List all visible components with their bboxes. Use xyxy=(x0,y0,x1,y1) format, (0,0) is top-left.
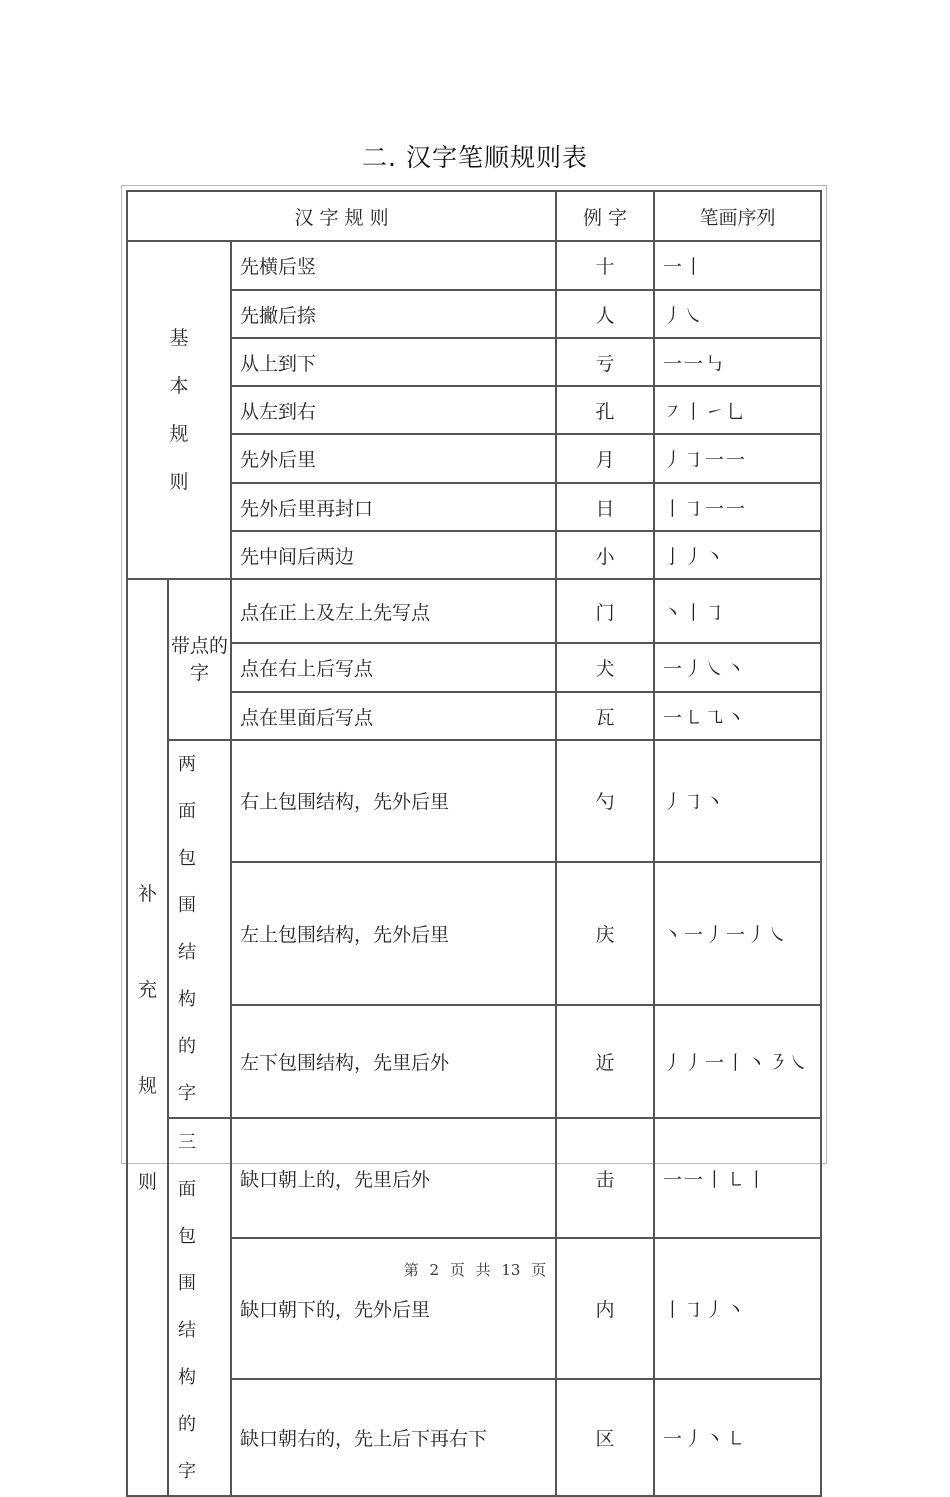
stroke-sequence: 亅丿丶 xyxy=(654,531,821,579)
table-row xyxy=(127,862,821,1005)
supplement-rules-label: 补充规则 xyxy=(127,579,168,1496)
table-row xyxy=(127,531,821,579)
example-char: 瓦 xyxy=(556,692,654,740)
table-row xyxy=(127,1118,821,1238)
stroke-order-rules-table xyxy=(126,190,822,1497)
example-char: 十 xyxy=(556,241,654,290)
table-header-row xyxy=(127,191,821,241)
rule-text: 缺口朝下的，先外后里 xyxy=(231,1238,556,1379)
stroke-sequence: 一丿㇏丶 xyxy=(654,643,821,692)
example-char: 庆 xyxy=(556,862,654,1005)
example-char: 区 xyxy=(556,1379,654,1496)
header-sequence: 笔画序列 xyxy=(654,191,821,241)
example-char: 勺 xyxy=(556,740,654,862)
stroke-sequence: 丨㇆一一 xyxy=(654,483,821,531)
table-row xyxy=(127,290,821,338)
rule-text: 点在右上后写点 xyxy=(231,643,556,692)
example-char: 孔 xyxy=(556,386,654,434)
rule-text: 先外后里再封口 xyxy=(231,483,556,531)
rule-text: 先中间后两边 xyxy=(231,531,556,579)
table-row xyxy=(127,692,821,740)
stroke-sequence: 丿丿一丨丶㇋㇏ xyxy=(654,1005,821,1118)
rule-text: 先外后里 xyxy=(231,434,556,483)
example-char: 近 xyxy=(556,1005,654,1118)
table-row xyxy=(127,740,821,862)
rule-text: 点在里面后写点 xyxy=(231,692,556,740)
group-label-two-sided: 两面包围结构的字 xyxy=(168,740,231,1118)
header-rule: 汉 字 规 则 xyxy=(127,191,556,241)
stroke-sequence: 丿㇆丶 xyxy=(654,740,821,862)
group-label-three-sided: 三面包围结构的字 xyxy=(168,1118,231,1496)
stroke-sequence: 一㇄㇈丶 xyxy=(654,692,821,740)
rule-text: 先撇后捺 xyxy=(231,290,556,338)
stroke-sequence: 丶丨㇆ xyxy=(654,579,821,643)
example-char: 击 xyxy=(556,1118,654,1238)
table-row xyxy=(127,643,821,692)
rule-text: 左上包围结构，先外后里 xyxy=(231,862,556,1005)
example-char: 月 xyxy=(556,434,654,483)
page-title: 二. 汉字笔顺规则表 xyxy=(362,143,588,172)
stroke-sequence: 一丿丶㇄ xyxy=(654,1379,821,1496)
rule-text: 缺口朝右的，先上后下再右下 xyxy=(231,1379,556,1496)
stroke-sequence: ㇇丨㇀乚 xyxy=(654,386,821,434)
example-char: 人 xyxy=(556,290,654,338)
table-row xyxy=(127,1005,821,1118)
table-row xyxy=(127,338,821,386)
rule-text: 从左到右 xyxy=(231,386,556,434)
example-char: 门 xyxy=(556,579,654,643)
rule-text: 点在正上及左上先写点 xyxy=(231,579,556,643)
table-row xyxy=(127,483,821,531)
table-row xyxy=(127,434,821,483)
table-row xyxy=(127,241,821,290)
example-char: 犬 xyxy=(556,643,654,692)
rule-text: 从上到下 xyxy=(231,338,556,386)
rule-text: 左下包围结构，先里后外 xyxy=(231,1005,556,1118)
stroke-sequence: 丶一丿一丿㇏ xyxy=(654,862,821,1005)
basic-rules-label: 基本规则 xyxy=(127,241,231,579)
example-char: 亏 xyxy=(556,338,654,386)
stroke-sequence: 丨㇆丿丶 xyxy=(654,1238,821,1379)
page-footer: 第 2 页 共 13 页 xyxy=(403,1261,547,1279)
example-char: 小 xyxy=(556,531,654,579)
stroke-sequence: 丿㇏ xyxy=(654,290,821,338)
rule-text: 缺口朝上的，先里后外 xyxy=(231,1118,556,1238)
example-char: 日 xyxy=(556,483,654,531)
table-row xyxy=(127,579,821,643)
header-example: 例 字 xyxy=(556,191,654,241)
table-row xyxy=(127,1379,821,1496)
rule-text: 先横后竖 xyxy=(231,241,556,290)
table-row xyxy=(127,386,821,434)
stroke-sequence: 一丨 xyxy=(654,241,821,290)
group-label-dotted: 带点的字 xyxy=(168,579,231,740)
example-char: 内 xyxy=(556,1238,654,1379)
stroke-sequence: 一一㇉ xyxy=(654,338,821,386)
rule-text: 右上包围结构，先外后里 xyxy=(231,740,556,862)
stroke-sequence: 一一丨㇄丨 xyxy=(654,1118,821,1238)
stroke-sequence: 丿㇆一一 xyxy=(654,434,821,483)
